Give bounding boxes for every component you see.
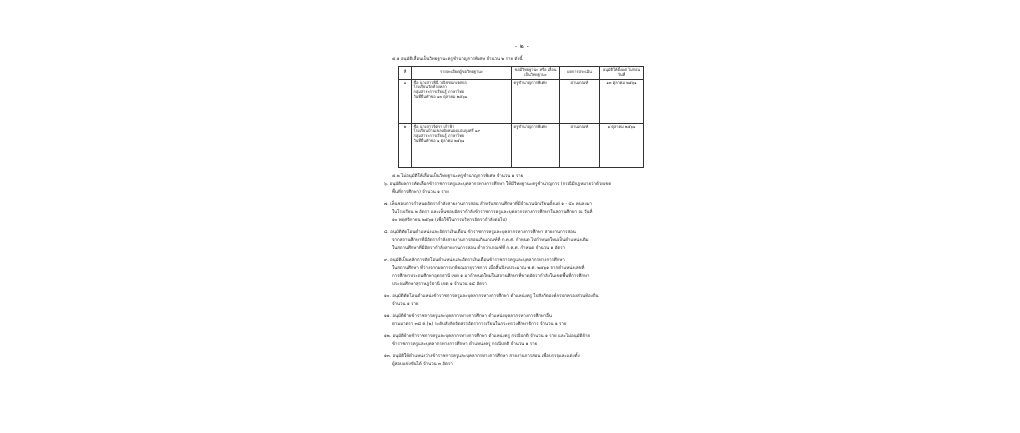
text-line: ๙. อนุมัติเป็นหลักการตัดโอนตำแหน่งและอัตราเงินเดือนข้าราชการครูและบุคลากรทางการศึกษา (384, 258, 565, 263)
row-rank: ครูชำนาญการพิเศษ (512, 79, 560, 123)
section-5-1-heading: ๕.๑ อนุมัติเลื่อนเป็นวิทยฐานะครูชำนาญการพิเศษ จำนวน ๒ ราย ดังนี้ (392, 57, 523, 62)
row-no: ๒ (399, 123, 412, 167)
table-row (399, 79, 644, 123)
row-result: ผ่านเกณฑ์ (560, 123, 600, 167)
page-number: - ๒ - (514, 43, 530, 50)
text-line: ๑๐. อนุมัติตัดโอนตำแหน่งข้าราชการครูและบุคลากรทางการศึกษา ตำแหน่งครู ไปสังกัดองค์กรปกครองส่วนท้องถิ่น (384, 294, 599, 299)
header-result: ผลการประเมิน (560, 67, 600, 80)
text-line: ในสถานศึกษา ที่ว่างจากผลการเกษียณอายุราชการ เมื่อสิ้นปีงบประมาณ พ.ศ. ๒๕๖๑ จากตำแหน่งเลขที่ (392, 266, 585, 271)
row-name-line: กลุ่มสาระการเรียนรู้ ภาษาไทย (413, 133, 465, 139)
row-name (412, 123, 512, 167)
row-name-line: วันที่ยื่นคำขอ ๑ ตุลาคม ๒๕๖๑ (413, 137, 465, 143)
text-line: ๑๓. อนุมัติให้ตำแหน่งว่างข้าราชการครูและบุคลากรทางการศึกษา สายงานการสอน เพื่อบรรจุและแต่งตั้ง (384, 354, 580, 359)
text-line: การศึกษาประถมศึกษาอุดรธานี เขต ๑ มากำหนดใหม่ในสถานศึกษาที่ขาดอัตรากำลังในเขตพื้นที่การศึกษา (392, 274, 590, 279)
text-line: จากสถานศึกษาที่มีอัตรากำลังสายงานการสอนเกินเกณฑ์ที่ ก.ค.ศ. กำหนด ไปกำหนดใหม่เป็นตำแหน่งเดิม (392, 238, 589, 243)
row-rank: ครูชำนาญการพิเศษ (512, 123, 560, 167)
header-rank: ขอมีวิทยฐานะ หรือ เลื่อนเป็นวิทยฐานะ (512, 67, 560, 80)
promotion-table (398, 66, 644, 168)
header-date: อนุมัติให้ตั้งแต่ ไม่ก่อนวันที่ (600, 67, 644, 80)
text-line: ประถมศึกษาสุราษฎร์ธานี เขต ๑ จำนวน ๑๔ อัตรา (392, 282, 487, 287)
text-line: ๘. อนุมัติตัดโอนตำแหน่งและอัตราเงินเดือน ข้าราชการครูและบุคลากรทางการศึกษา สายงานการสอน (384, 230, 576, 235)
row-name-line: วันที่ยื่นคำขอ ๑๓ ตุลาคม ๒๕๖๑ (413, 93, 468, 99)
text-line: จำนวน ๑ ราย (392, 302, 419, 307)
row-name-line: โรงเรียนวัดห้วยหลา (413, 84, 447, 90)
row-result: ผ่านเกณฑ์ (560, 79, 600, 123)
row-name-line: โรงเรียนบ้านเขลงฝั่งหนองแปนกุงศรี ๑๙ (413, 128, 481, 134)
text-line: ๗. เห็นชอบการกำหนดอัตรากำลังสายงานการสอน สำหรับสถานศึกษาที่มีจำนวนนักเรียนตั้งแต่ ๑ - ๔๐ คนลงมา (384, 202, 592, 207)
document-page (372, 24, 672, 429)
row-date: ๑ ตุลาคม ๒๕๖๑ (600, 123, 644, 167)
text-line: ๑๑. อนุมัติย้ายข้าราชการครูและบุคลากรทางการศึกษา ตำแหน่งบุคลากรทางการศึกษาอื่น (384, 314, 552, 319)
text-line: ๕.๒ ไม่อนุมัติให้เลื่อนเป็นวิทยฐานะครูชำนาญการพิเศษ จำนวน ๑ ราย (392, 174, 524, 179)
row-no: ๑ (399, 79, 412, 123)
text-line: ตามมาตรา ๓๘ ค.(๒) ระดับสังกัดจัดสรรอัตราการเรียนในกระทรวงศึกษาธิการ จำนวน ๑ ราย (392, 322, 567, 327)
text-line: ในโรงเรียน ๒ อัตรา และเห็นชอบอัตรากำลังข้าราชการครูและบุคลากรทางการศึกษาในสถานศึกษา ณ วันที่ (392, 210, 593, 215)
text-line: ๖. อนุมัติผลการคัดเลือกข้าราชการครูและบุคลากรทางการศึกษา ให้มีวิทยฐานะครูชำนาญการ (กรณีมีกฎหมายว่าด้วยเขต (384, 182, 612, 187)
row-name-line: กลุ่มสาระการเรียนรู้ ภาษาไทย (413, 89, 465, 95)
text-line: พื้นที่การศึกษา) จำนวน ๑ ราย (392, 190, 449, 195)
row-date: ๑๓ ตุลาคม ๒๕๖๑ (600, 79, 644, 123)
header-name: รายละเอียดผู้ขอวิทยฐานะ (412, 67, 512, 80)
text-line: ๑๒. อนุมัติย้ายข้าราชการครูและบุคลากรทางการศึกษา ตำแหน่งครู กรณีปกติ จำนวน ๑ ราย และไม่อนุมัติย้าย (384, 334, 590, 339)
table-row (399, 123, 644, 167)
text-line: ในสถานศึกษาที่มีอัตรากำลังสายงานการสอน ต่ำกว่าเกณฑ์ที่ ก.ค.ศ. กำหนด จำนวน ๑ อัตรา (392, 246, 566, 251)
text-line: ข้าราชการครูและบุคลากรทางการศึกษา ตำแหน่งครู กรณีปกติ จำนวน ๑ ราย (392, 342, 538, 347)
row-name-line: ชื่อ นางสาวจิตรา เก้าฟ้า (413, 123, 455, 129)
header-no: ที่ (399, 67, 412, 80)
table-header-row (399, 67, 644, 80)
text-line: ผู้สอบแข่งขันได้ จำนวน ๓ อัตรา (392, 362, 453, 367)
text-line: ๑๐ พฤศจิกายน ๒๕๖๑ (เพื่อใช้ในการบริหารอัตรากำลังต่อไป) (392, 218, 507, 223)
row-name (412, 79, 512, 123)
row-name-line: ชื่อ นางสาวพีนี วณิชชนกเจศกล (413, 79, 467, 85)
